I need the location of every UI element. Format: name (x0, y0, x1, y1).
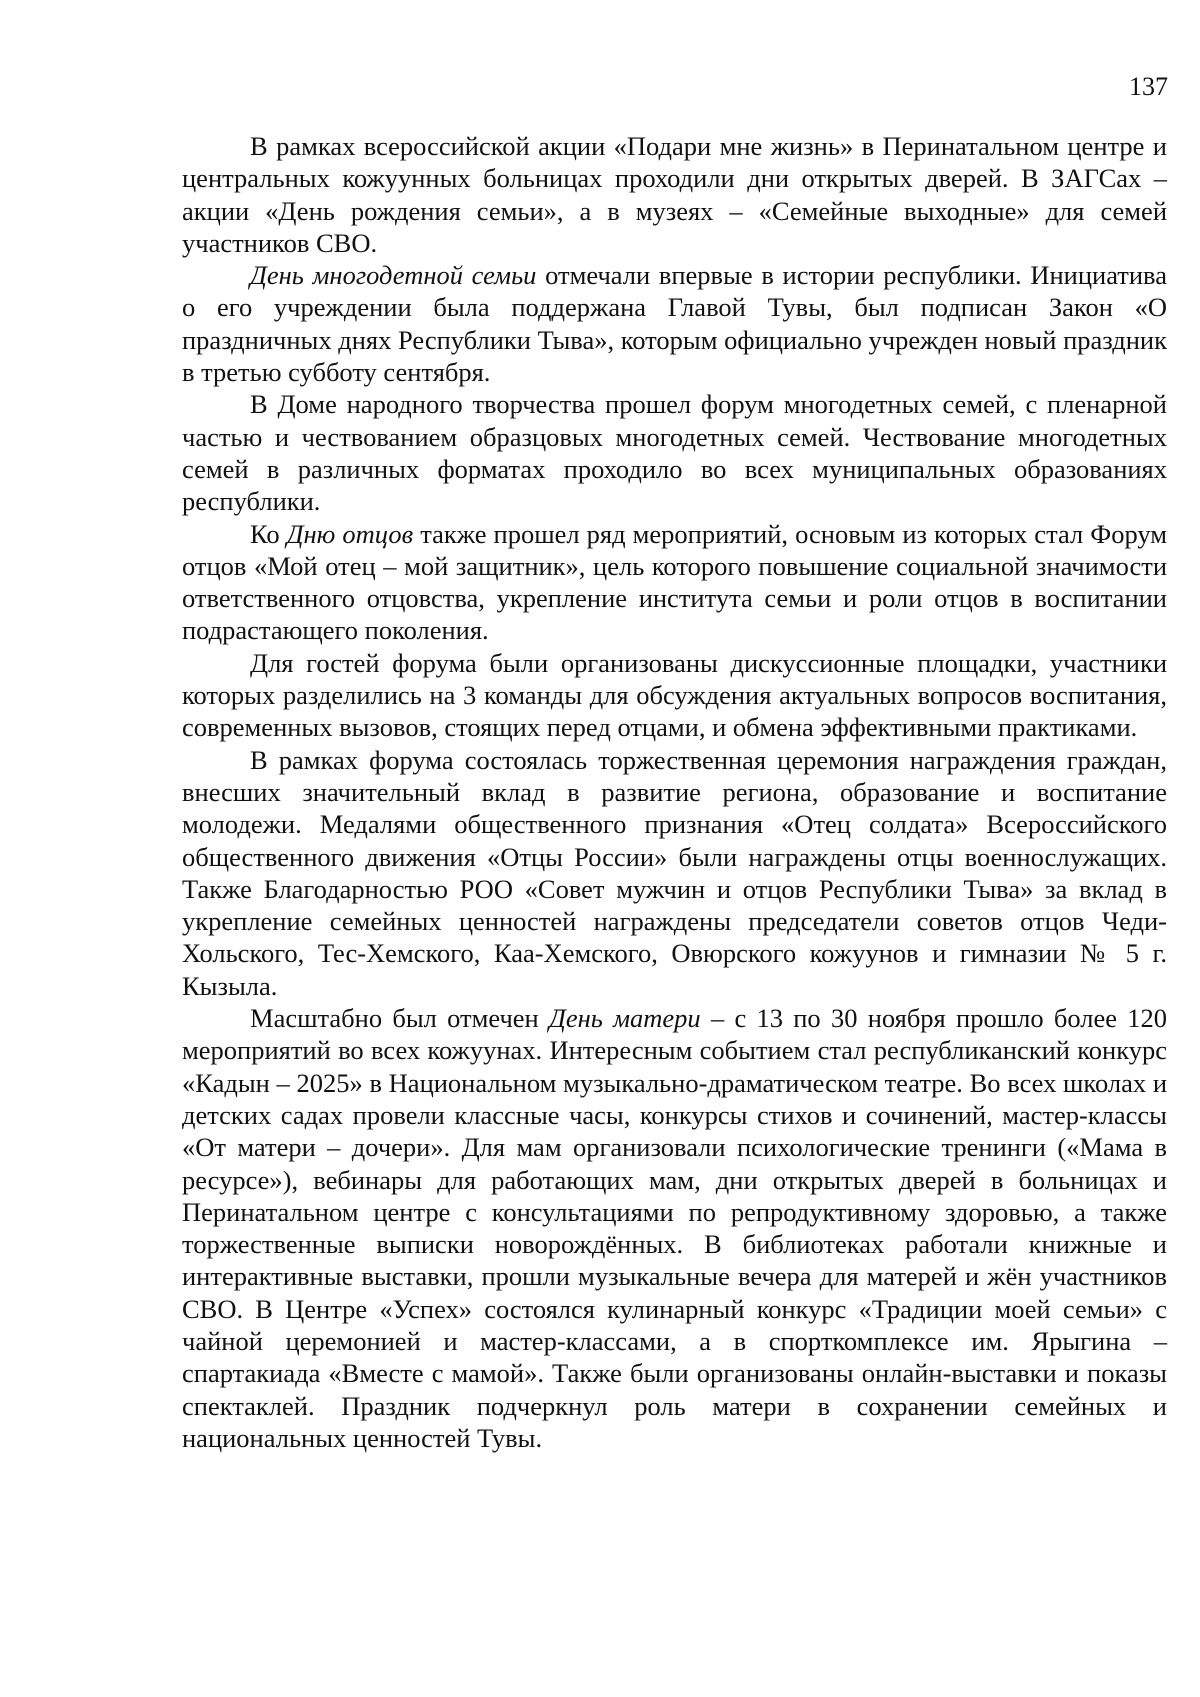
paragraph-text: В рамках всероссийской акции «Подари мне жизнь» в Перинатальном центре и центральных кожуунных больницах проходили дни открытых дверей. В ЗАГСах – акции «День рождения семьи», а в музеях – «Семейные выходные» для семей участников СВО. (182, 131, 1167, 258)
paragraph-text: Масштабно был отмечен (250, 1003, 550, 1034)
page-number: 137 (1129, 72, 1168, 101)
paragraph-large-family-forum (182, 388, 1167, 517)
paragraph-text: также прошел ряд мероприятий, основым из которых стал Форум отцов «Мой отец – мой защитник», цель которого повышение социальной значимости ответственного отцовства, укрепление института семьи и роли отцов в воспитании подрастающего поколения. (182, 518, 1168, 646)
paragraph-large-family-day (182, 259, 1167, 388)
paragraph-award-ceremony (182, 744, 1167, 1002)
paragraph-forum-discussion (182, 647, 1167, 744)
paragraph-text: В рамках форума состоялась торжественная церемония награждения граждан, внесших значительный вклад в развитие региона, образование и воспитание молодежи. Медалями общественного признания «Отец солдата» Всероссийского общественного движения «Отцы России» были награждены отцы военнослужащих. Также Благодарностью РОО «Совет мужчин и отцов Республики Тыва» за вклад в укрепление семейных ценностей награждены председатели советов отцов Чеди-Хольского, Тес-Хемского, Каа-Хемского, Овюрского кожуунов и гимназии № 5 г. Кызыла. (182, 744, 1167, 1001)
holiday-name-italic: День многодетной семьи (250, 260, 537, 291)
paragraph-mothers-day (182, 1002, 1167, 1454)
body-text (182, 130, 1167, 1454)
holiday-name-italic: Дню отцов (286, 518, 414, 549)
paragraph-text: – с 13 по 30 ноября прошло более 120 мероприятий во всех кожуунах. Интересным событием стал республиканский конкурс «Кадын – 2025» в Национальном музыкально-драматическом театре. Во всех школах и детских садах провели классные часы, конкурсы стихов и сочинений, мастер-классы «От матери – дочери». Для мам организовали психологические тренинги («Мама в ресурсе»), вебинары для работающих мам, дни открытых дверей в больницах и Перинатальном центре с консультациями по репродуктивному здоровью, а также торжественные выписки новорождённых. В библиотеках работали книжные и интерактивные выставки, прошли музыкальные вечера для матерей и жён участников СВО. В Центре «Успех» состоялся кулинарный конкурс «Традиции моей семьи» с чайной церемонией и мастер-классами, а в спорткомплексе им. Ярыгина – спартакиада «Вместе с мамой». Также были организованы онлайн-выставки и показы спектаклей. Праздник подчеркнул роль матери в сохранении семейных и национальных ценностей Тувы. (182, 1003, 1167, 1453)
paragraph-fathers-day (182, 518, 1167, 647)
paragraph-text: отмечали впервые в истории республики. Инициатива о его учреждении была поддержана Главой Тувы, был подписан Закон «О праздничных днях Республики Тыва», которым официально учрежден новый праздник в третью субботу сентября. (182, 260, 1167, 388)
paragraph-zags-events (182, 130, 1167, 259)
paragraph-text: Ко (250, 518, 287, 549)
holiday-name-italic: День матери (549, 1003, 701, 1034)
paragraph-text: В Доме народного творчества прошел форум многодетных семей, с пленарной частью и чествованием образцовых многодетных семей. Чествование многодетных семей в различных форматах проходило во всех муниципальных образованиях республики. (182, 389, 1167, 517)
paragraph-text: Для гостей форума были организованы дискуссионные площадки, участники которых разделились на 3 команды для обсуждения актуальных вопросов воспитания, современных вызовов, стоящих перед отцами, и обмена эффективными практиками. (182, 647, 1167, 743)
